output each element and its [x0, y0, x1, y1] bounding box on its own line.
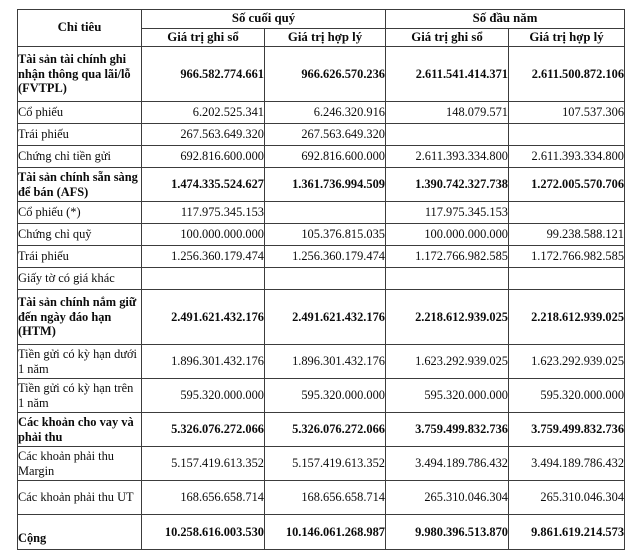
row-value-col3 [386, 268, 509, 290]
row-value-col3 [386, 124, 509, 146]
header-subcol-year-fair-value: Giá trị hợp lý [509, 28, 625, 47]
row-label: Tài sản chính nắm giữ đến ngày đáo hạn (HTM) [18, 290, 142, 345]
row-label: Cổ phiếu [18, 102, 142, 124]
table-row [18, 481, 625, 515]
table-row [18, 413, 625, 447]
row-value-col2: 168.656.658.714 [265, 481, 386, 515]
row-value-col4: 99.238.588.121 [509, 224, 625, 246]
header-subcol-quarter-book-value: Giá trị ghi sổ [142, 28, 265, 47]
row-value-col4: 1.623.292.939.025 [509, 345, 625, 379]
table-row [18, 168, 625, 202]
row-value-col2 [265, 268, 386, 290]
row-value-col3: 9.980.396.513.870 [386, 515, 509, 550]
row-value-col3: 3.759.499.832.736 [386, 413, 509, 447]
row-value-col4: 1.272.005.570.706 [509, 168, 625, 202]
table-body [18, 47, 625, 550]
header-group-beginning-of-year: Số đầu năm [386, 10, 625, 29]
row-value-col4: 2.611.393.334.800 [509, 146, 625, 168]
header-subcol-year-book-value: Giá trị ghi sổ [386, 28, 509, 47]
row-value-col1: 5.157.419.613.352 [142, 447, 265, 481]
row-label: Chứng chỉ quỹ [18, 224, 142, 246]
row-label: Các khoản phải thu Margin [18, 447, 142, 481]
row-value-col4: 2.611.500.872.106 [509, 47, 625, 102]
row-value-col3: 2.218.612.939.025 [386, 290, 509, 345]
row-value-col3: 3.494.189.786.432 [386, 447, 509, 481]
row-value-col1: 2.491.621.432.176 [142, 290, 265, 345]
header-label-column: Chỉ tiêu [18, 10, 142, 47]
row-value-col1: 595.320.000.000 [142, 379, 265, 413]
row-value-col1: 1.256.360.179.474 [142, 246, 265, 268]
row-value-col3: 100.000.000.000 [386, 224, 509, 246]
header-subcol-quarter-fair-value: Giá trị hợp lý [265, 28, 386, 47]
row-value-col4: 3.759.499.832.736 [509, 413, 625, 447]
row-label: Tài sản tài chính ghi nhận thông qua lãi/lỗ (FVTPL) [18, 47, 142, 102]
row-value-col2: 6.246.320.916 [265, 102, 386, 124]
row-value-col2: 267.563.649.320 [265, 124, 386, 146]
row-value-col3: 148.079.571 [386, 102, 509, 124]
row-value-col3: 2.611.393.334.800 [386, 146, 509, 168]
row-value-col3: 1.390.742.327.738 [386, 168, 509, 202]
row-value-col1: 10.258.616.003.530 [142, 515, 265, 550]
row-value-col1: 267.563.649.320 [142, 124, 265, 146]
row-value-col1: 966.582.774.661 [142, 47, 265, 102]
header-group-end-of-quarter: Số cuối quý [142, 10, 386, 29]
row-label: Tiền gửi có kỳ hạn trên 1 năm [18, 379, 142, 413]
row-value-col1: 5.326.076.272.066 [142, 413, 265, 447]
row-value-col2: 595.320.000.000 [265, 379, 386, 413]
row-value-col3: 2.611.541.414.371 [386, 47, 509, 102]
table-row [18, 345, 625, 379]
row-value-col1: 1.474.335.524.627 [142, 168, 265, 202]
row-label: Các khoản phải thu UT [18, 481, 142, 515]
header-row-groups [18, 10, 625, 29]
table-row [18, 447, 625, 481]
row-label: Chứng chỉ tiền gửi [18, 146, 142, 168]
row-value-col4: 1.172.766.982.585 [509, 246, 625, 268]
table-row [18, 246, 625, 268]
row-value-col1: 100.000.000.000 [142, 224, 265, 246]
row-value-col2: 692.816.600.000 [265, 146, 386, 168]
row-value-col4: 3.494.189.786.432 [509, 447, 625, 481]
row-value-col2: 10.146.061.268.987 [265, 515, 386, 550]
table-row [18, 47, 625, 102]
row-value-col2: 1.256.360.179.474 [265, 246, 386, 268]
row-value-col4: 107.537.306 [509, 102, 625, 124]
row-label: Giấy tờ có giá khác [18, 268, 142, 290]
row-value-col3: 595.320.000.000 [386, 379, 509, 413]
row-value-col1: 168.656.658.714 [142, 481, 265, 515]
row-value-col4 [509, 124, 625, 146]
table-row [18, 268, 625, 290]
table-row [18, 379, 625, 413]
row-value-col4: 9.861.619.214.573 [509, 515, 625, 550]
row-value-col3: 117.975.345.153 [386, 202, 509, 224]
row-value-col2: 1.361.736.994.509 [265, 168, 386, 202]
row-value-col4 [509, 268, 625, 290]
financial-assets-table [17, 9, 625, 550]
table-row [18, 146, 625, 168]
row-value-col3: 1.623.292.939.025 [386, 345, 509, 379]
row-value-col1: 692.816.600.000 [142, 146, 265, 168]
table-row [18, 102, 625, 124]
row-value-col2 [265, 202, 386, 224]
row-value-col4: 2.218.612.939.025 [509, 290, 625, 345]
table-row [18, 224, 625, 246]
row-value-col4: 265.310.046.304 [509, 481, 625, 515]
row-value-col1: 1.896.301.432.176 [142, 345, 265, 379]
row-value-col4 [509, 202, 625, 224]
row-value-col1 [142, 268, 265, 290]
row-value-col4: 595.320.000.000 [509, 379, 625, 413]
row-label: Trái phiếu [18, 124, 142, 146]
row-label: Cổ phiếu (*) [18, 202, 142, 224]
row-label: Các khoản cho vay và phải thu [18, 413, 142, 447]
table-row [18, 124, 625, 146]
row-label: Cộng [18, 515, 142, 550]
row-value-col2: 2.491.621.432.176 [265, 290, 386, 345]
row-value-col3: 1.172.766.982.585 [386, 246, 509, 268]
row-value-col2: 105.376.815.035 [265, 224, 386, 246]
row-value-col2: 5.326.076.272.066 [265, 413, 386, 447]
table-row [18, 515, 625, 550]
row-value-col1: 117.975.345.153 [142, 202, 265, 224]
row-label: Tài sản chính sẵn sàng để bán (AFS) [18, 168, 142, 202]
table-row [18, 290, 625, 345]
row-value-col2: 5.157.419.613.352 [265, 447, 386, 481]
row-value-col1: 6.202.525.341 [142, 102, 265, 124]
row-value-col2: 966.626.570.236 [265, 47, 386, 102]
row-label: Trái phiếu [18, 246, 142, 268]
row-value-col3: 265.310.046.304 [386, 481, 509, 515]
row-label: Tiền gửi có kỳ hạn dưới 1 năm [18, 345, 142, 379]
row-value-col2: 1.896.301.432.176 [265, 345, 386, 379]
table-header [18, 10, 625, 47]
table-row [18, 202, 625, 224]
